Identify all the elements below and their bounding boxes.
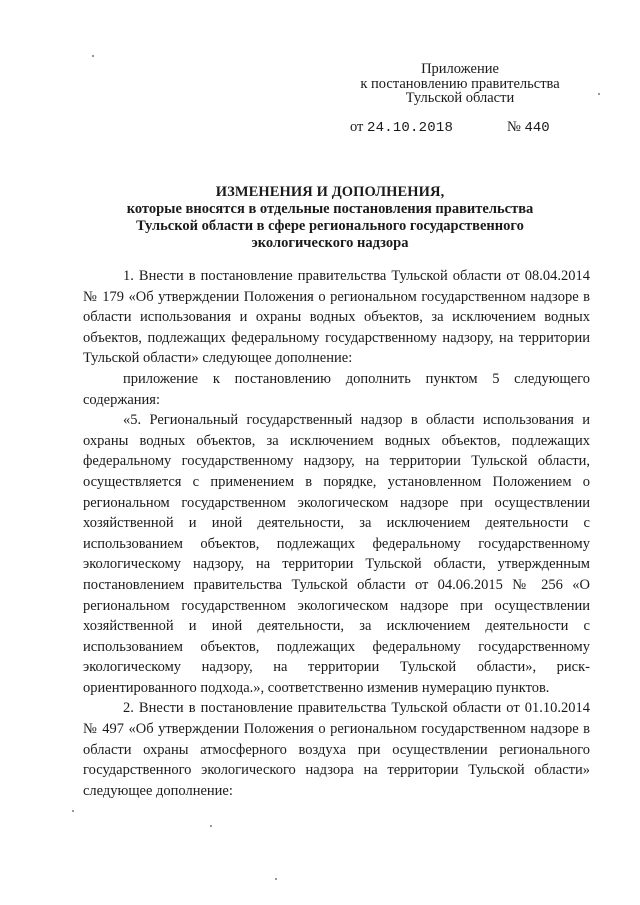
paragraph-3: «5. Региональный государственный надзор в области использования и охраны водных объектов, за исключением водных объектов, подлежащих федеральному государственному надзору, на территории Тульской области, осуществляется с применением в порядке, установленном Положением о региональном государственном экологическом надзоре при осуществлении хозяйственной и иной деятельности, за исключением деятельности с использованием объектов, подлежащих федеральному государственному экологическому надзору, на территории Тульской области, утвержденным постановлением правительства Тульской области от 04.06.2015 № 256 «О региональном государственном экологическом надзоре при осуществлении хозяйственной и иной деятельности, за исключением деятельности с использованием объектов, подлежащих федеральному государственному экологическому надзору, на территории Тульской области», риск-ориентированного подхода.», соответственно изменив нумерацию пунктов.	[83, 412, 590, 696]
date-value: 24.10.2018	[367, 120, 454, 136]
scan-speck	[210, 825, 212, 827]
number-prefix: №	[507, 119, 521, 135]
number-value: 440	[524, 120, 550, 136]
date-prefix: от	[350, 119, 364, 135]
appendix-block	[340, 62, 580, 106]
scan-speck	[92, 55, 94, 57]
document-title	[80, 184, 580, 252]
resolution-number	[507, 119, 550, 136]
title-line-3: Тульской области в сфере регионального государственного	[136, 218, 524, 234]
paragraph-2: приложение к постановлению дополнить пунктом 5 следующего содержания:	[83, 370, 590, 408]
resolution-date	[350, 119, 453, 136]
title-line-1: ИЗМЕНЕНИЯ И ДОПОЛНЕНИЯ,	[215, 184, 445, 200]
scan-speck	[598, 93, 600, 95]
paragraph-1: 1. Внести в постановление правительства Тульской области от 08.04.2014 № 179 «Об утверждении Положения о региональном государственном надзоре в области использования и охраны водных объектов, за исключением водных объектов, подлежащих федеральному государственному надзору, на территории Тульской области» следующее дополнение:	[83, 268, 590, 367]
appendix-line-2: к постановлению правительства	[360, 75, 560, 92]
document-body	[83, 266, 590, 801]
title-line-2: которые вносятся в отдельные постановления правительства	[126, 201, 534, 217]
title-line-4: экологического надзора	[251, 235, 409, 251]
appendix-line-1: Приложение	[421, 61, 499, 77]
appendix-line-3: Тульской области	[405, 90, 515, 106]
paragraph-4: 2. Внести в постановление правительства Тульской области от 01.10.2014 № 497 «Об утверждении Положения о региональном государственном надзоре в области охраны атмосферного воздуха при осуществлении регионального государственного экологического надзора на территории Тульской области» следующее дополнение:	[83, 700, 590, 799]
scan-speck	[275, 878, 277, 880]
scan-speck	[72, 810, 74, 812]
